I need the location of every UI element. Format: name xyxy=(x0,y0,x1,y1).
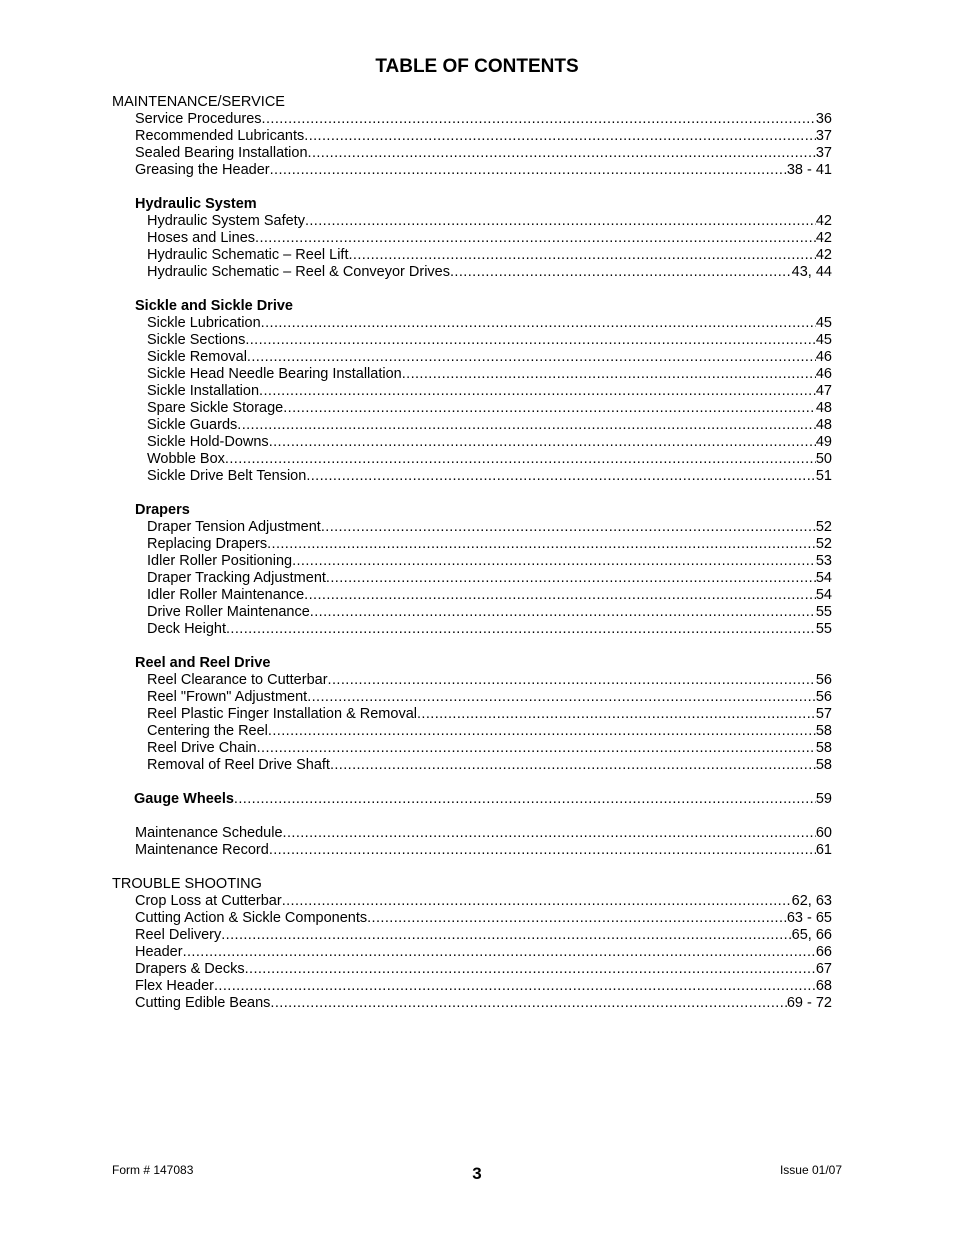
toc-entry[interactable]: Idler Roller Maintenance ..... 54 xyxy=(112,587,832,604)
toc-entry[interactable]: Spare Sickle Storage ..... 48 xyxy=(112,400,832,417)
toc-entry[interactable]: Flex Header ..... 68 xyxy=(112,978,832,995)
toc-entry[interactable]: Hydraulic Schematic – Reel & Conveyor Drives ..... 43, 44 xyxy=(112,264,832,281)
toc-entry[interactable]: Reel Plastic Finger Installation & Removal ..... 57 xyxy=(112,706,832,723)
toc-entry[interactable]: Header ..... 66 xyxy=(112,944,832,961)
toc-entry[interactable]: Sickle Drive Belt Tension ..... 51 xyxy=(112,468,832,485)
toc-entry[interactable]: Hydraulic System Safety ..... 42 xyxy=(112,213,832,230)
section-heading-trouble-shooting: TROUBLE SHOOTING xyxy=(112,876,262,892)
toc-entry[interactable]: Deck Height ..... 55 xyxy=(112,621,832,638)
toc-entry[interactable]: Greasing the Header ..... 38 - 41 xyxy=(112,162,832,179)
toc-entry[interactable]: Centering the Reel ..... 58 xyxy=(112,723,832,740)
toc-entry[interactable]: Wobble Box ..... 50 xyxy=(112,451,832,468)
toc-entry[interactable]: Sickle Removal ..... 46 xyxy=(112,349,832,366)
toc-entry[interactable]: Drapers & Decks ..... 67 xyxy=(112,961,832,978)
toc-entry[interactable]: Recommended Lubricants ..... 37 xyxy=(112,128,832,145)
subsection-heading-reel: Reel and Reel Drive xyxy=(135,655,271,671)
toc-entry[interactable]: Maintenance Record ..... 61 xyxy=(112,842,832,859)
toc-entry[interactable]: Service Procedures ..... 36 xyxy=(112,111,832,128)
toc-entry[interactable]: Hoses and Lines ..... 42 xyxy=(112,230,832,247)
toc-entry[interactable]: Sickle Guards ..... 48 xyxy=(112,417,832,434)
subsection-heading-drapers: Drapers xyxy=(135,502,190,518)
toc-entry[interactable]: Draper Tracking Adjustment ..... 54 xyxy=(112,570,832,587)
toc-entry[interactable]: Cutting Action & Sickle Components ..... 63 - 65 xyxy=(112,910,832,927)
toc-entry[interactable]: Sickle Hold-Downs ..... 49 xyxy=(112,434,832,451)
toc-entry[interactable]: Sickle Installation ..... 47 xyxy=(112,383,832,400)
toc-entry[interactable]: Reel Drive Chain ..... 58 xyxy=(112,740,832,757)
issue-date: Issue 01/07 xyxy=(779,1163,842,1177)
maintenance-entries xyxy=(112,111,832,179)
toc-entry[interactable]: Sickle Sections ..... 45 xyxy=(112,332,832,349)
form-number: Form # 147083 xyxy=(112,1163,194,1177)
toc-entry[interactable]: Idler Roller Positioning ..... 53 xyxy=(112,553,832,570)
toc-entry[interactable]: Reel Clearance to Cutterbar ..... 56 xyxy=(112,672,832,689)
toc-entry[interactable]: Crop Loss at Cutterbar ..... 62, 63 xyxy=(112,893,832,910)
page-number: 3 xyxy=(472,1164,482,1183)
toc-entry[interactable]: Replacing Drapers ..... 52 xyxy=(112,536,832,553)
toc-entry-gauge-wheels[interactable]: Gauge Wheels ..... 59 xyxy=(112,791,832,808)
toc-entry[interactable]: Removal of Reel Drive Shaft ..... 58 xyxy=(112,757,832,774)
section-heading-maintenance: MAINTENANCE/SERVICE xyxy=(112,94,285,110)
toc-entry[interactable]: Sickle Head Needle Bearing Installation ..... 46 xyxy=(112,366,832,383)
table-of-contents xyxy=(112,94,832,1012)
toc-entry[interactable]: Reel Delivery ..... 65, 66 xyxy=(112,927,832,944)
toc-entry[interactable]: Reel "Frown" Adjustment ..... 56 xyxy=(112,689,832,706)
toc-entry[interactable]: Cutting Edible Beans ..... 69 - 72 xyxy=(112,995,832,1012)
toc-entry[interactable]: Sealed Bearing Installation ..... 37 xyxy=(112,145,832,162)
subsection-heading-hydraulic: Hydraulic System xyxy=(135,196,257,212)
toc-entry[interactable]: Hydraulic Schematic – Reel Lift ..... 42 xyxy=(112,247,832,264)
page-title: TABLE OF CONTENTS xyxy=(375,56,579,77)
toc-entry[interactable]: Sickle Lubrication ..... 45 xyxy=(112,315,832,332)
toc-entry[interactable]: Draper Tension Adjustment ..... 52 xyxy=(112,519,832,536)
toc-entry[interactable]: Maintenance Schedule ..... 60 xyxy=(112,825,832,842)
toc-entry[interactable]: Drive Roller Maintenance ..... 55 xyxy=(112,604,832,621)
subsection-heading-sickle: Sickle and Sickle Drive xyxy=(135,298,293,314)
